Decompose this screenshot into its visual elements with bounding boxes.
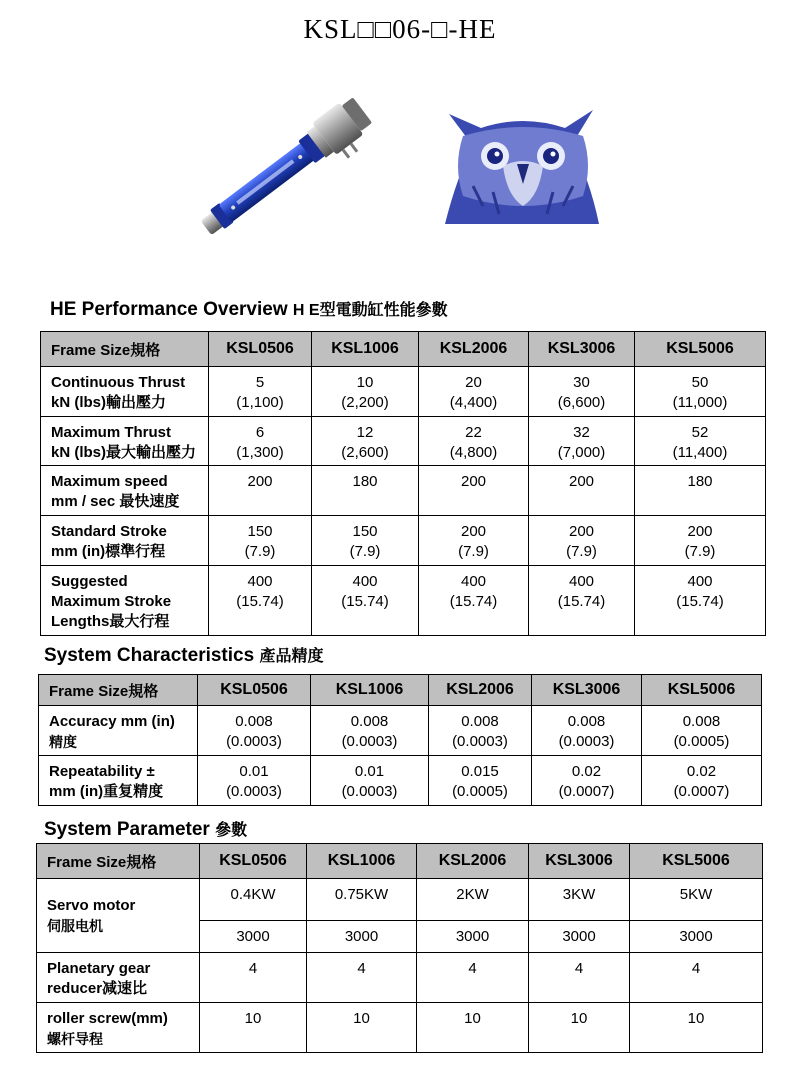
- model-header: KSL3006: [529, 332, 635, 367]
- performance-table: [40, 331, 766, 636]
- value-cell: 400 (15.74): [635, 566, 766, 636]
- value-cell: 50 (11,000): [635, 367, 766, 417]
- table-row: [37, 1003, 763, 1053]
- row-label: Maximum Thrust kN (lbs)最大輸出壓力: [41, 417, 209, 466]
- value-cell: 0.008 (0.0003): [311, 706, 429, 756]
- value-cell: 0.01 (0.0003): [198, 756, 311, 806]
- parameter-title-cn: 參數: [215, 822, 248, 839]
- performance-title-en: HE Performance Overview: [50, 299, 288, 320]
- parameter-table: [36, 843, 763, 1053]
- value-cell: 32 (7,000): [529, 417, 635, 466]
- table-row: [41, 466, 766, 516]
- model-header: KSL3006: [529, 844, 630, 879]
- owl-logo-image: [443, 106, 603, 226]
- model-header: KSL2006: [419, 332, 529, 367]
- performance-section-title: [50, 297, 448, 321]
- value-cell: 4: [630, 953, 763, 1003]
- value-cell: 12 (2,600): [312, 417, 419, 466]
- value-cell: 0.008 (0.0003): [532, 706, 642, 756]
- value-cell: 0.01 (0.0003): [311, 756, 429, 806]
- value-cell: 200: [529, 466, 635, 516]
- parameter-title-en: System Parameter: [44, 819, 210, 840]
- value-cell: 22 (4,800): [419, 417, 529, 466]
- table-row: [41, 566, 766, 636]
- frame-size-header: Frame Size規格: [39, 675, 198, 706]
- value-cell: 5 (1,100): [209, 367, 312, 417]
- value-cell: 0.02 (0.0007): [642, 756, 762, 806]
- value-cell: 3000: [630, 921, 763, 953]
- value-cell: 0.008 (0.0003): [198, 706, 311, 756]
- model-header: KSL2006: [429, 675, 532, 706]
- performance-title-cn: H E型電動缸性能參數: [292, 302, 448, 319]
- value-cell: 30 (6,600): [529, 367, 635, 417]
- value-cell: 180: [312, 466, 419, 516]
- value-cell: 4: [307, 953, 417, 1003]
- value-cell: 3000: [417, 921, 529, 953]
- value-cell: 10 (2,200): [312, 367, 419, 417]
- frame-size-header: Frame Size規格: [37, 844, 200, 879]
- value-cell: 10: [307, 1003, 417, 1053]
- characteristics-section-title: [44, 643, 323, 667]
- table-row: [41, 417, 766, 466]
- row-label: Planetary gear reducer减速比: [37, 953, 200, 1003]
- row-label: Continuous Thrust kN (lbs)輸出壓力: [41, 367, 209, 417]
- model-header: KSL5006: [642, 675, 762, 706]
- value-cell: 2KW: [417, 879, 529, 921]
- value-cell: 150 (7.9): [209, 516, 312, 566]
- model-header: KSL1006: [311, 675, 429, 706]
- value-cell: 200: [209, 466, 312, 516]
- value-cell: 0.015 (0.0005): [429, 756, 532, 806]
- table-row: [41, 516, 766, 566]
- value-cell: 4: [200, 953, 307, 1003]
- value-cell: 4: [529, 953, 630, 1003]
- value-cell: 6 (1,300): [209, 417, 312, 466]
- value-cell: 0.4KW: [200, 879, 307, 921]
- value-cell: 3000: [307, 921, 417, 953]
- value-cell: 5KW: [630, 879, 763, 921]
- value-cell: 4: [417, 953, 529, 1003]
- value-cell: 52 (11,400): [635, 417, 766, 466]
- row-label: Maximum speed mm / sec 最快速度: [41, 466, 209, 516]
- characteristics-title-cn: 產品精度: [259, 648, 324, 665]
- value-cell: 3000: [529, 921, 630, 953]
- value-cell: 0.008 (0.0003): [429, 706, 532, 756]
- value-cell: 20 (4,400): [419, 367, 529, 417]
- model-header: KSL0506: [198, 675, 311, 706]
- value-cell: 200 (7.9): [419, 516, 529, 566]
- table-row: [39, 756, 762, 806]
- value-cell: 3000: [200, 921, 307, 953]
- parameter-section-title: [44, 817, 247, 841]
- value-cell: 10: [417, 1003, 529, 1053]
- model-header: KSL2006: [417, 844, 529, 879]
- model-title: KSL□□06-□-HE: [303, 14, 497, 44]
- table-header-row: [41, 332, 766, 367]
- value-cell: 3KW: [529, 879, 630, 921]
- characteristics-title-en: System Characteristics: [44, 645, 255, 666]
- row-label: Suggested Maximum Stroke Lengths最大行程: [41, 566, 209, 636]
- row-label: Standard Stroke mm (in)標準行程: [41, 516, 209, 566]
- frame-size-header: Frame Size規格: [41, 332, 209, 367]
- model-header: KSL5006: [635, 332, 766, 367]
- value-cell: 400 (15.74): [209, 566, 312, 636]
- value-cell: 400 (15.74): [312, 566, 419, 636]
- value-cell: 10: [529, 1003, 630, 1053]
- model-header: KSL1006: [307, 844, 417, 879]
- value-cell: 150 (7.9): [312, 516, 419, 566]
- model-header: KSL5006: [630, 844, 763, 879]
- model-header: KSL3006: [532, 675, 642, 706]
- value-cell: 0.008 (0.0005): [642, 706, 762, 756]
- value-cell: 10: [630, 1003, 763, 1053]
- value-cell: 200 (7.9): [529, 516, 635, 566]
- table-header-row: [39, 675, 762, 706]
- value-cell: 0.02 (0.0007): [532, 756, 642, 806]
- value-cell: 180: [635, 466, 766, 516]
- model-header: KSL0506: [200, 844, 307, 879]
- value-cell: 400 (15.74): [419, 566, 529, 636]
- table-row: [39, 706, 762, 756]
- table-row: [37, 879, 763, 921]
- value-cell: 200: [419, 466, 529, 516]
- value-cell: 200 (7.9): [635, 516, 766, 566]
- electric-actuator-image: [188, 96, 388, 246]
- row-label: Accuracy mm (in) 精度: [39, 706, 198, 756]
- table-row: [37, 953, 763, 1003]
- row-label: roller screw(mm) 螺杆导程: [37, 1003, 200, 1053]
- table-row: [41, 367, 766, 417]
- model-header: KSL0506: [209, 332, 312, 367]
- row-label: Servo motor 伺服电机: [37, 879, 200, 953]
- value-cell: 10: [200, 1003, 307, 1053]
- value-cell: 0.75KW: [307, 879, 417, 921]
- model-header: KSL1006: [312, 332, 419, 367]
- value-cell: 400 (15.74): [529, 566, 635, 636]
- table-header-row: [37, 844, 763, 879]
- characteristics-table: [38, 674, 762, 806]
- row-label: Repeatability ± mm (in)重复精度: [39, 756, 198, 806]
